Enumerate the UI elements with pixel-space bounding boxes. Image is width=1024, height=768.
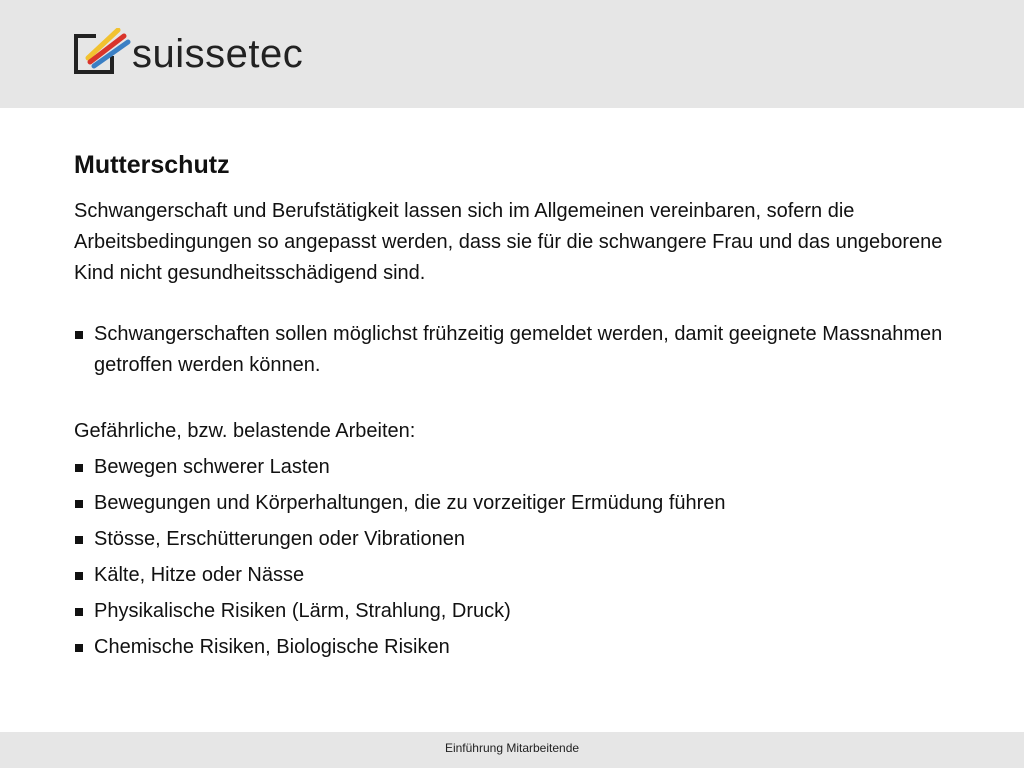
slide-footer [0,732,1024,768]
list-item [74,596,974,627]
spacer [74,386,974,416]
hazards-bullet-list [74,452,974,663]
suissetec-logo [74,28,314,82]
list-item [74,524,974,555]
intro-paragraph: Schwangerschaft und Berufstätigkeit lassen sich im Allgemeinen vereinbaren, sofern die Arbeitsbedingungen so angepasst werden, dass sie für die schwangere Frau und das ungeborene Kind nicht gesundheitsschädigend sind. [74,200,943,284]
list-item-text: Bewegen schwerer Lasten [94,456,330,478]
logo-wordmark: suissetec [132,32,304,76]
square-bullet-icon [75,608,83,616]
square-bullet-icon [75,331,83,339]
list-item [74,632,974,663]
square-bullet-icon [75,644,83,652]
list-item-text: Schwangerschaften sollen möglichst frühzeitig gemeldet werden, damit geeignete Massnahmen getroffen werden können. [94,323,943,376]
slide-title: Mutterschutz [74,151,230,179]
suissetec-logo-mark [74,28,134,78]
list-item [74,452,974,483]
square-bullet-icon [75,464,83,472]
notice-bullet-list [74,319,974,381]
list-item [74,488,974,519]
list-item-text: Stösse, Erschütterungen oder Vibrationen [94,528,465,550]
square-bullet-icon [75,500,83,508]
list-item [74,319,974,381]
list-item-text: Bewegungen und Körperhaltungen, die zu vorzeitiger Ermüdung führen [94,492,726,514]
list-item-text: Physikalische Risiken (Lärm, Strahlung, Druck) [94,600,511,622]
square-bullet-icon [75,536,83,544]
list-item-text: Kälte, Hitze oder Nässe [94,564,305,586]
hazards-label: Gefährliche, bzw. belastende Arbeiten: [74,420,416,442]
list-item-text: Chemische Risiken, Biologische Risiken [94,636,450,658]
square-bullet-icon [75,572,83,580]
spacer [74,289,974,319]
list-item [74,560,974,591]
footer-text: Einführung Mitarbeitende [444,741,580,755]
slide-header [0,0,1024,108]
slide-content [74,148,974,668]
